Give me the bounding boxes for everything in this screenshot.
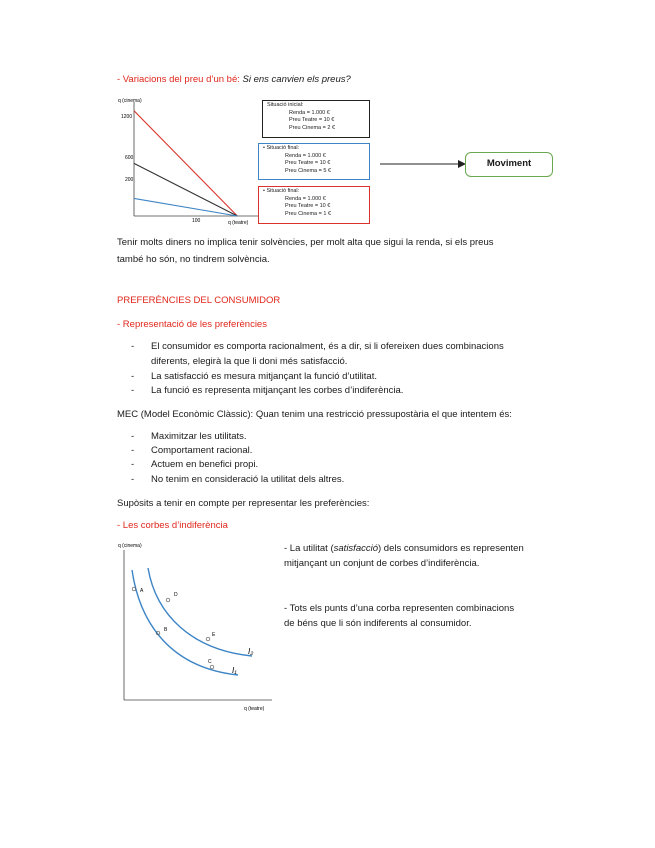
budget-line-1 [134,163,237,216]
final-situation-box-red [258,186,370,224]
x-axis-label: q (teatre) [244,706,265,712]
y-axis-label: q (cinema) [118,543,142,549]
indifference-curve-i1 [132,570,238,675]
box-title: Situació inicial: [267,102,304,108]
budget-line-0 [134,111,237,216]
list-item-continuation: diferents, elegirà la que li doni més satisfacció. [151,356,348,367]
x-tick-100: 100 [192,218,201,224]
box-title: • Situació final: [263,145,300,151]
list-item-text: La satisfacció es mesura mitjançant la funció d’utilitat. [151,371,377,382]
utility-prefix: - La utilitat ( [284,543,334,554]
list-item-text: Maximitzar les utilitats. [151,431,247,442]
box-line: Preu Teatre = 10 € [289,117,335,123]
box-line: Renda = 1.000 € [285,195,326,202]
list-item: - Actuem en benefici propi. [131,459,259,470]
point-c [210,665,214,669]
list-item-text: No tenim en consideració la utilitat dels altres. [151,474,345,485]
list-item: - La funció es representa mitjançant les corbes d’indiferència. [131,385,404,396]
subheading-indifference-curves: - Les corbes d’indiferència [117,520,228,531]
budget-line-2 [134,198,237,216]
points-paragraph: - Tots els punts d’una corba representen combinacions [284,603,515,614]
heading-prefix: - Variacions del preu d’un bé: [117,74,240,85]
paragraph-line: Tenir molts diners no implica tenir solvències, per molt alta que sigui la renda, si els preus [117,237,494,248]
box-title: • Situació final: [263,188,300,194]
point-label-e: E [212,632,216,638]
point-d [166,598,170,602]
y-axis-label: q (cinema) [118,98,142,104]
list-item-text: Comportament racional. [151,445,253,456]
list-item: - La satisfacció es mesura mitjançant la funció d’utilitat. [131,371,377,382]
moviment-box: Moviment [465,152,553,177]
mec-paragraph: MEC (Model Econòmic Clàssic): Quan tenim una restricció pressupostària el que intentem és: [117,409,512,420]
initial-situation-box [262,100,370,138]
box-title-text: Situació final: [266,188,300,194]
box-line: Preu Cinema = 1 € [285,210,332,217]
point-label-d: D [174,592,178,598]
box-line: Preu Cinema = 2 € [289,124,336,131]
curve-label-i2: I₂ [248,647,254,656]
y-tick-1200: 1200 [121,114,133,120]
curve-label-i1: I₁ [232,666,237,675]
indifference-curve-i2 [148,568,252,656]
section-heading-price-variation [117,73,351,87]
utility-rest: ) dels consumidors es representen [378,543,524,554]
section-heading-preferences: PREFERÈNCIES DEL CONSUMIDOR [117,295,281,306]
list-item-text: La funció es representa mitjançant les corbes d’indiferència. [151,385,404,396]
box-line: Renda = 1.000 € [289,109,330,116]
suposits-paragraph: Supòsits a tenir en compte per representar les preferències: [117,498,370,509]
point-label-b: B [164,627,168,633]
list-item-text: El consumidor es comporta racionalment, és a dir, si li ofereixen dues combinacions [151,341,504,352]
final-situation-box-blue [258,143,370,180]
point-label-c: C [208,659,212,665]
box-title-text: Situació final: [266,145,300,151]
budget-line-chart [112,98,260,226]
arrow-right-icon [378,157,468,171]
box-line: Preu Teatre = 10 € [285,160,331,166]
list-item: - Maximitzar les utilitats. [131,431,247,442]
box-line: Preu Cinema = 5 € [285,167,332,174]
point-e [206,637,210,641]
paragraph-line: també ho són, no tindrem solvència. [117,254,270,265]
list-item: - El consumidor es comporta racionalment, és a dir, si li ofereixen dues combinacions [131,341,504,352]
x-axis-label: q (teatre) [228,220,249,226]
box-line: Renda = 1.000 € [285,152,326,159]
utility-paragraph-line2: mitjançant un conjunt de corbes d’indiferència. [284,558,480,569]
heading-question: Si ens canvien els preus? [242,74,351,85]
list-item-text: Actuem en benefici propi. [151,459,259,470]
box-line: Preu Teatre = 10 € [285,203,331,209]
budget-lines [134,111,237,216]
y-tick-200: 200 [125,177,134,183]
point-label-a: A [140,588,144,594]
y-tick-600: 600 [125,155,134,161]
list-item: - Comportament racional. [131,445,253,456]
subheading-representation: - Representació de les preferències [117,319,267,330]
points-paragraph-line2: de béns que li són indiferents al consumidor. [284,618,472,629]
utility-italic: satisfacció [333,543,378,554]
utility-paragraph [284,542,524,556]
list-item: - No tenim en consideració la utilitat dels altres. [131,474,345,485]
indifference-curve-chart [112,540,282,715]
